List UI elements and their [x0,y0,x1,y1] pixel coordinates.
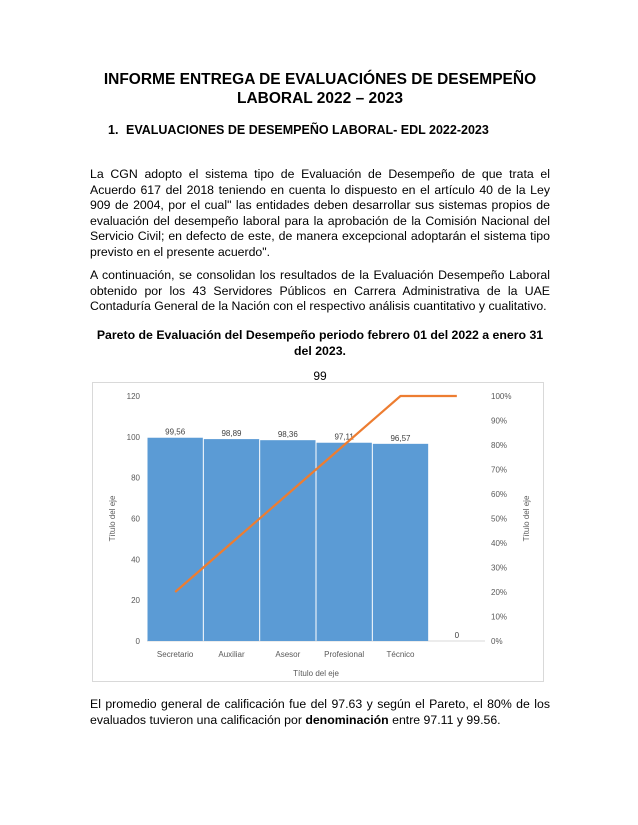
x-tick-label: Auxiliar [218,650,245,659]
x-tick-label: Secretario [156,650,194,659]
section-heading [108,123,489,137]
y-tick-label: 60 [131,514,140,524]
bar [317,443,372,641]
y2-tick-label: 60% [491,490,508,499]
x-axis-title: Título del eje [293,669,339,678]
section-title: EVALUACIONES DE DESEMPEÑO LABORAL- EDL 2022-2023 [126,123,489,137]
bar [373,444,428,641]
x-tick-label: Asesor [275,650,301,659]
paragraph-intro: La CGN adopto el sistema tipo de Evaluación de Desempeño de que trata el Acuerdo 617 del 2018 teniendo en cuenta lo dispuesto en el artículo 40 de la Ley 909 de 2004, por el cual" las entidades deben desarrollar sus sistemas propios de evaluación del desempeño laboral para la aprobación de la Comisión Nacional del Servicio Civil; en defecto de este, de manera excepcional adoptarán el sistema tipo previsto en el presente acuerdo". [90,167,550,259]
y2-tick-label: 30% [491,563,508,573]
y2-tick-label: 0% [491,637,503,646]
y2-tick-label: 50% [491,514,508,524]
bar-data-label: 0 [454,631,460,640]
conclusion-bold: denominación [305,712,389,727]
section-number: 1. [108,123,119,137]
report-title-line1: INFORME ENTREGA DE EVALUACIÓNES DE DESEMPEÑO [103,71,537,88]
y-tick-label: 0 [135,637,140,646]
paragraph-conclusion [90,697,550,728]
y-tick-label: 120 [126,392,140,401]
bar [204,439,259,641]
bar-data-label: 98,36 [277,430,298,440]
bar [260,440,315,641]
chart-caption: Pareto de Evaluación del Desempeño periodo febrero 01 del 2022 a enero 31 del 2023. [96,328,544,358]
y2-axis-title: Título del eje [522,495,531,542]
x-tick-label: Técnico [386,650,415,659]
bar-data-label: 97,11 [334,432,354,442]
y2-tick-label: 80% [491,441,508,450]
bar [148,438,203,641]
y-tick-label: 40 [131,555,140,565]
report-title [90,70,550,108]
pareto-chart-svg [93,383,545,683]
y-tick-label: 80 [131,473,140,483]
y2-tick-label: 100% [491,392,512,401]
chart-top-label: 99 [313,369,327,383]
bar-data-label: 98,89 [221,429,242,439]
y-axis-title: Título del eje [108,495,117,542]
y2-tick-label: 90% [491,416,508,426]
conclusion-text-2: entre 97.11 y 99.56. [388,712,501,727]
y2-tick-label: 40% [491,539,508,548]
y2-tick-label: 70% [491,465,508,475]
y-tick-label: 100 [126,432,140,442]
paragraph-summary: A continuación, se consolidan los resultados de la Evaluación Desempeño Laboral obtenido por los 43 Servidores Públicos en Carrera Administrativa de la UAE Contaduría General de la Nación con el respectivo análisis cuantitativo y cualitativo. [90,268,550,313]
pareto-chart [92,382,544,682]
bar-data-label: 99,56 [165,427,186,437]
x-tick-label: Profesional [324,650,365,659]
y2-tick-label: 20% [491,588,508,597]
bar-data-label: 96,57 [390,433,411,443]
y-tick-label: 20 [131,596,140,606]
y2-tick-label: 10% [491,612,508,622]
conclusion-text-1: El promedio general de calificación fue del 97.63 y según el Pareto, el 80% de los evaluados tuvieron una calificación por [90,697,550,727]
report-title-line2: LABORAL 2022 – 2023 [237,90,403,107]
